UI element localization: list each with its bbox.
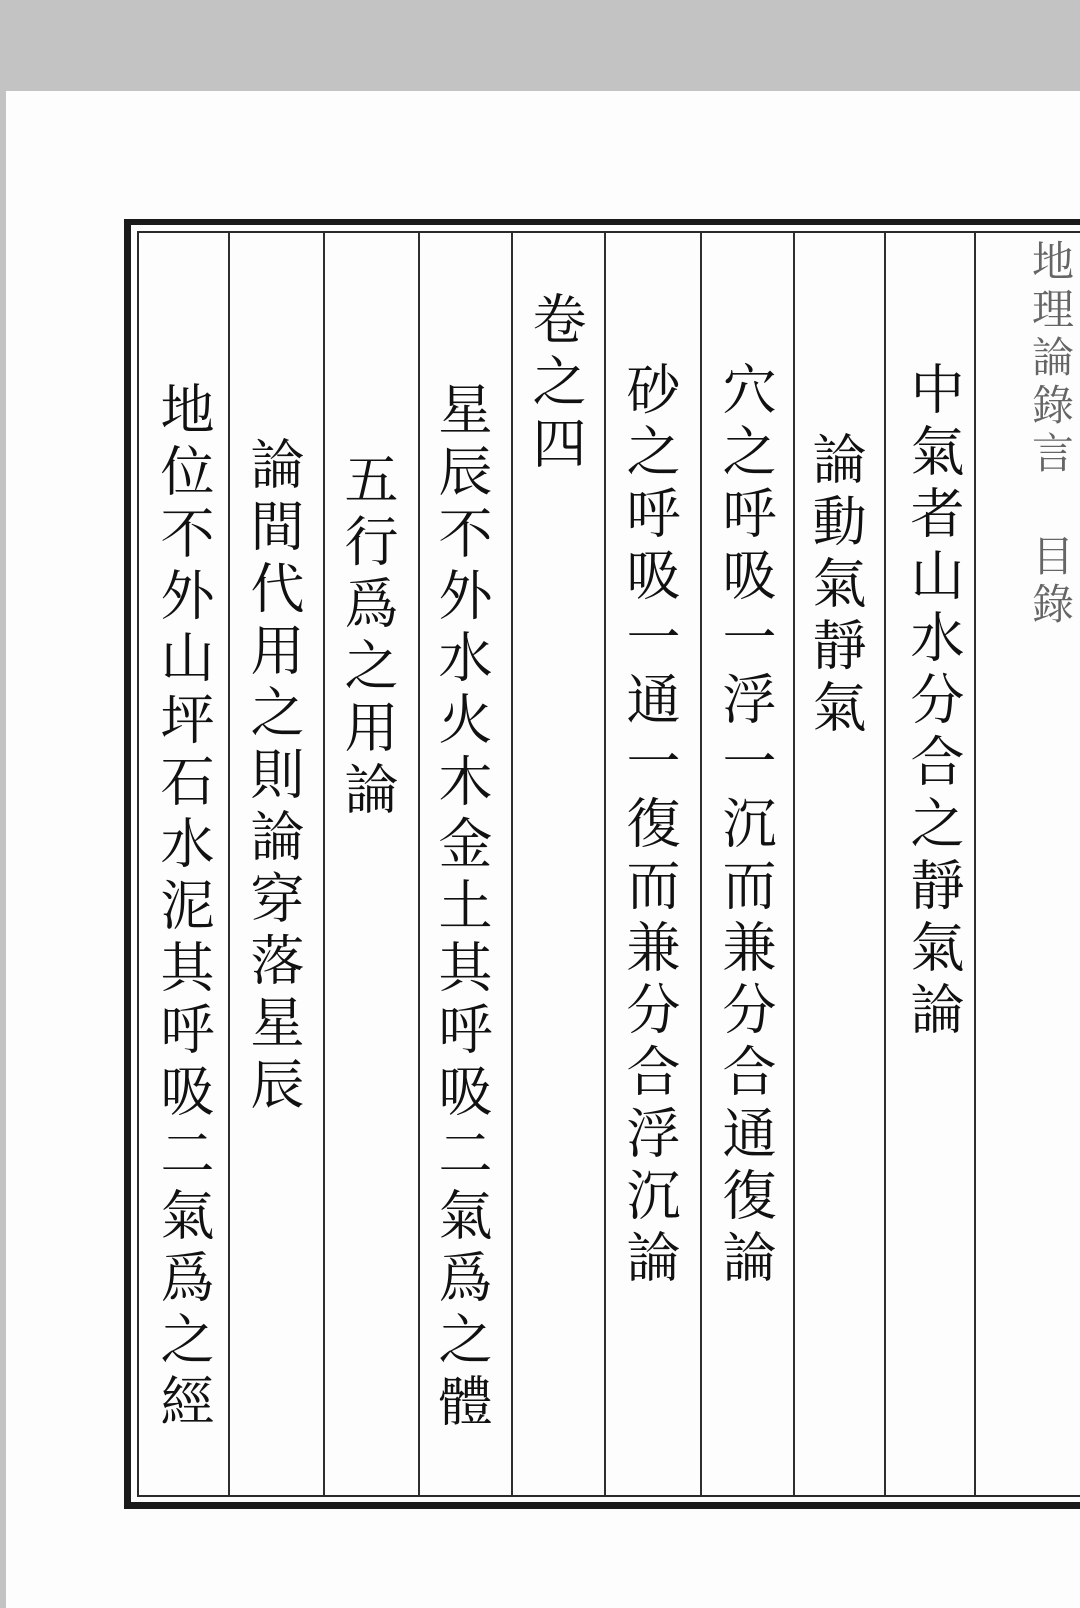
margin-header: 地理論錄言 目錄: [1026, 239, 1075, 630]
book-page: [6, 91, 1080, 1608]
inner-border-left: [137, 231, 139, 1497]
column-rule: [884, 233, 886, 1495]
text-column-9: 地位不外山坪石水泥其呼吸二氣爲之經: [152, 381, 215, 1435]
text-column-2: 論動氣靜氣: [804, 431, 867, 741]
text-column-8: 論間代用之則論穿落星辰: [242, 436, 305, 1118]
column-rule: [511, 233, 513, 1495]
text-column-6: 星辰不外水火木金土其呼吸二氣爲之體: [430, 381, 493, 1435]
column-rule: [604, 233, 606, 1495]
text-column-1: 中氣者山水分合之靜氣論: [902, 361, 965, 1043]
text-column-4: 砂之呼吸一通一復而兼分合浮沉論: [618, 361, 681, 1291]
column-rule: [323, 233, 325, 1495]
inner-border-top: [137, 231, 1080, 233]
column-rule: [793, 233, 795, 1495]
inner-border-bottom: [137, 1495, 1080, 1497]
text-column-7: 五行爲之用論: [336, 451, 399, 823]
column-rule: [700, 233, 702, 1495]
column-rule: [418, 233, 420, 1495]
column-rule: [974, 233, 976, 1495]
text-column-5: 卷之四: [524, 291, 587, 477]
column-rule: [228, 233, 230, 1495]
text-column-3: 穴之呼吸一浮一沉而兼分合通復論: [714, 361, 777, 1291]
